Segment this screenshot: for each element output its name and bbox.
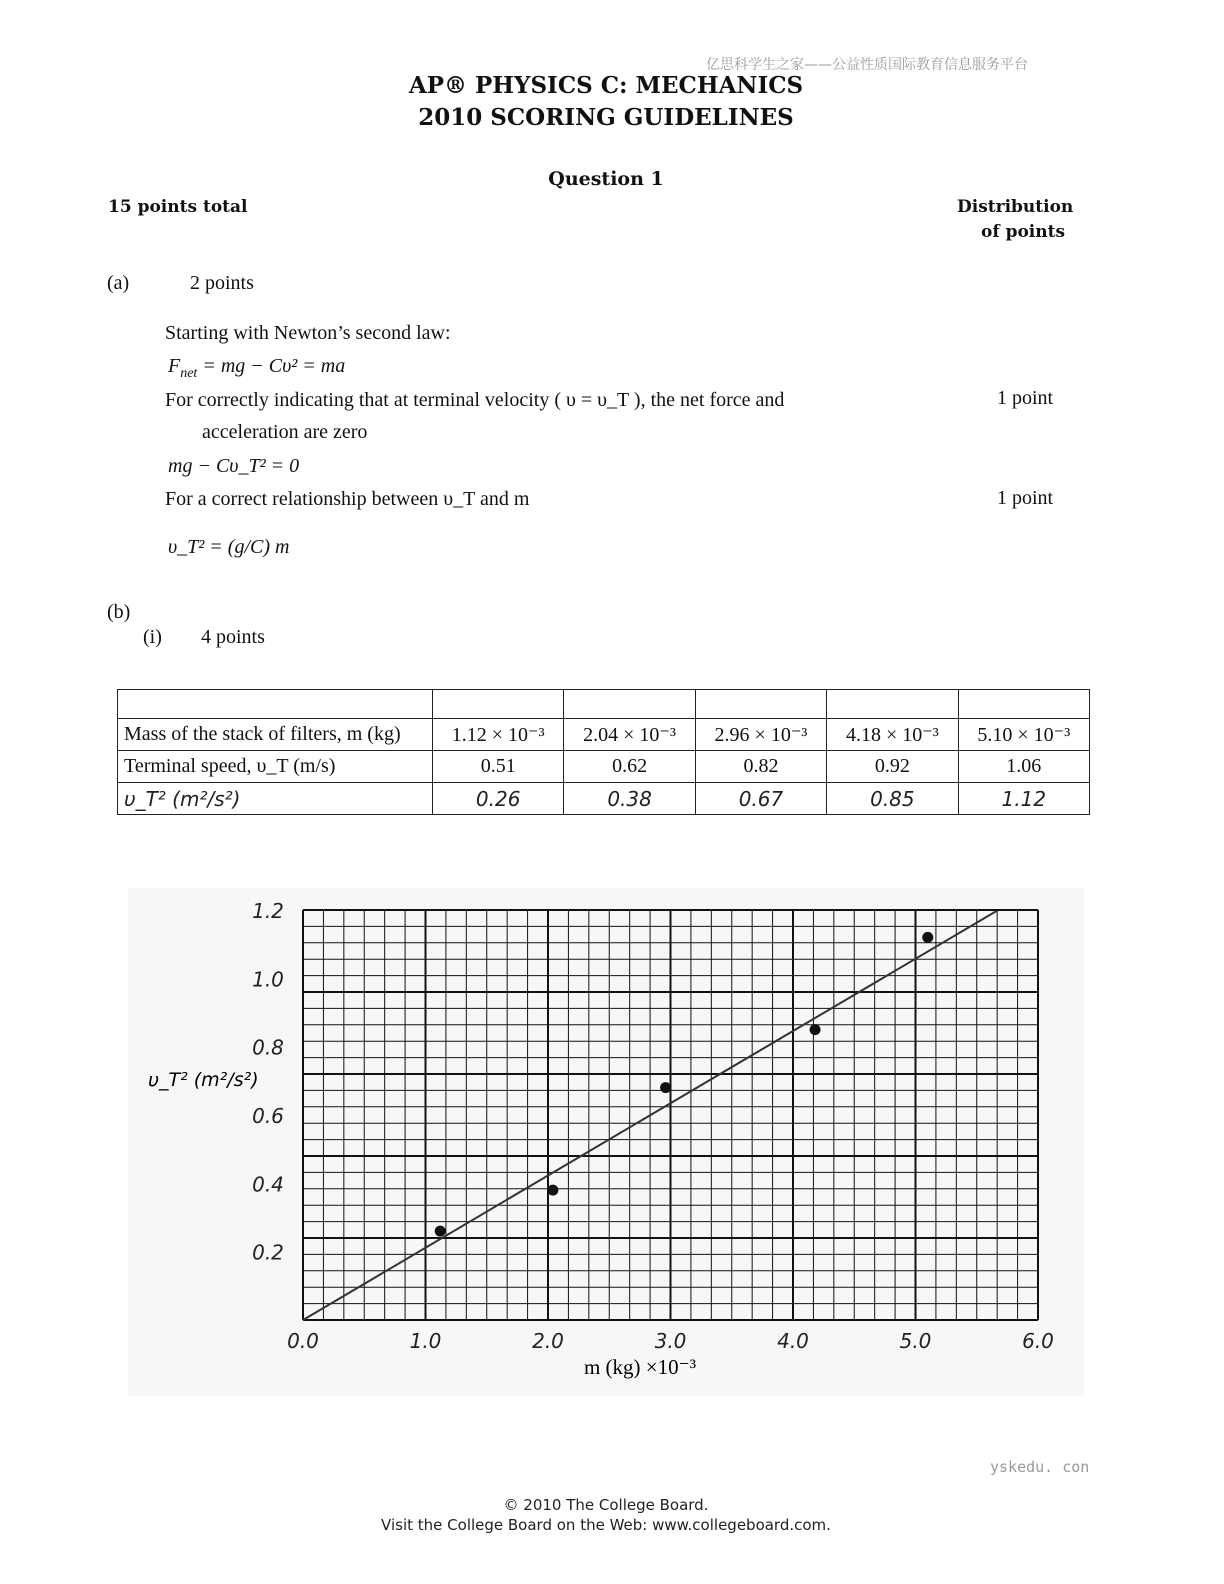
part-b-i-points: 4 points bbox=[201, 626, 265, 648]
speed-value: 0.51 bbox=[433, 751, 564, 783]
y-tick-label: 0.6 bbox=[252, 1104, 284, 1128]
speed-value: 0.92 bbox=[827, 751, 958, 783]
mass-value: 4.18 × 10⁻³ bbox=[827, 719, 958, 751]
table-cell bbox=[118, 690, 433, 719]
table-cell bbox=[564, 690, 695, 719]
row-label-mass: Mass of the stack of filters, m (kg) bbox=[118, 719, 433, 751]
x-tick-label: 1.0 bbox=[409, 1329, 442, 1353]
table-row-speed-squared bbox=[118, 783, 1090, 815]
x-tick-label: 4.0 bbox=[777, 1329, 809, 1353]
data-point bbox=[810, 1024, 821, 1035]
y-tick-label: 0.8 bbox=[252, 1035, 284, 1060]
points-total: 15 points total bbox=[108, 197, 248, 217]
x-axis-label: m (kg) ×10⁻³ bbox=[583, 1355, 697, 1379]
criterion-2-points: 1 point bbox=[997, 487, 1054, 509]
speed-squared-value: 0.38 bbox=[564, 783, 695, 815]
part-b-i-label: (i) bbox=[143, 626, 162, 648]
equation-newton: $F_{net}$ = mg − Cυ² = ma bbox=[168, 355, 346, 381]
table-header-row bbox=[118, 690, 1090, 719]
table-row-speed bbox=[118, 751, 1090, 783]
part-b-label: (b) bbox=[107, 601, 131, 623]
footer-link: Visit the College Board on the Web: www.collegeboard.com. bbox=[381, 1516, 831, 1534]
y-axis-label: υ_T² (m²/s²) bbox=[148, 1069, 259, 1091]
mass-value: 2.96 × 10⁻³ bbox=[695, 719, 826, 751]
criterion-1-cont: acceleration are zero bbox=[202, 421, 368, 443]
speed-squared-value: 1.12 bbox=[958, 783, 1089, 815]
x-tick-label: 0.0 bbox=[287, 1329, 319, 1353]
part-a-intro: Starting with Newton’s second law: bbox=[165, 322, 451, 344]
table-cell bbox=[827, 690, 958, 719]
footer-copyright: © 2010 The College Board. bbox=[503, 1496, 709, 1514]
distribution-heading: Distribution bbox=[957, 197, 1074, 217]
distribution-heading-2: of points bbox=[981, 222, 1066, 242]
part-a-points: 2 points bbox=[190, 272, 254, 294]
speed-squared-value: 0.85 bbox=[827, 783, 958, 815]
y-tick-label: 1.0 bbox=[252, 967, 284, 992]
x-tick-label: 5.0 bbox=[899, 1329, 932, 1353]
y-tick-label: 0.4 bbox=[252, 1172, 284, 1197]
speed-value: 1.06 bbox=[958, 751, 1089, 783]
graph bbox=[128, 888, 1084, 1396]
y-tick-label: 1.2 bbox=[252, 899, 284, 923]
criterion-1: For correctly indicating that at terminal velocity ( υ = υ_T ), the net force and bbox=[165, 389, 785, 411]
criterion-1-points: 1 point bbox=[997, 387, 1054, 409]
y-tick-label: 0.2 bbox=[252, 1240, 284, 1265]
speed-value: 0.82 bbox=[695, 751, 826, 783]
table-row-mass bbox=[118, 719, 1090, 751]
page-title: AP® PHYSICS C: MECHANICS bbox=[408, 72, 804, 99]
x-tick-label: 3.0 bbox=[654, 1329, 687, 1353]
mass-value: 5.10 × 10⁻³ bbox=[958, 719, 1089, 751]
data-table bbox=[117, 689, 1090, 815]
data-point bbox=[660, 1082, 671, 1093]
table-cell bbox=[433, 690, 564, 719]
table-cell bbox=[958, 690, 1089, 719]
data-point bbox=[435, 1226, 446, 1237]
speed-value: 0.62 bbox=[564, 751, 695, 783]
table-cell bbox=[695, 690, 826, 719]
watermark-top: 亿思科学生之家——公益性质国际教育信息服务平台 bbox=[706, 57, 1028, 73]
mass-value: 1.12 × 10⁻³ bbox=[433, 719, 564, 751]
page-subtitle: 2010 SCORING GUIDELINES bbox=[418, 104, 794, 131]
data-point bbox=[922, 932, 933, 943]
criterion-2: For a correct relationship between υ_T and m bbox=[165, 488, 530, 510]
row-label-speed-squared: υ_T² (m²/s²) bbox=[118, 783, 433, 815]
mass-value: 2.04 × 10⁻³ bbox=[564, 719, 695, 751]
speed-squared-value: 0.26 bbox=[433, 783, 564, 815]
speed-squared-value: 0.67 bbox=[695, 783, 826, 815]
part-a-label: (a) bbox=[107, 272, 130, 294]
watermark-bottom: yskedu. con bbox=[990, 1458, 1090, 1476]
x-tick-label: 6.0 bbox=[1022, 1329, 1054, 1353]
equation-relationship: υ_T² = (g/C) m bbox=[168, 536, 290, 558]
question-title: Question 1 bbox=[548, 168, 664, 190]
equation-terminal: mg − Cυ_T² = 0 bbox=[168, 455, 300, 477]
data-point bbox=[547, 1185, 558, 1196]
x-tick-label: 2.0 bbox=[532, 1329, 564, 1353]
row-label-speed: Terminal speed, υ_T (m/s) bbox=[118, 751, 433, 783]
